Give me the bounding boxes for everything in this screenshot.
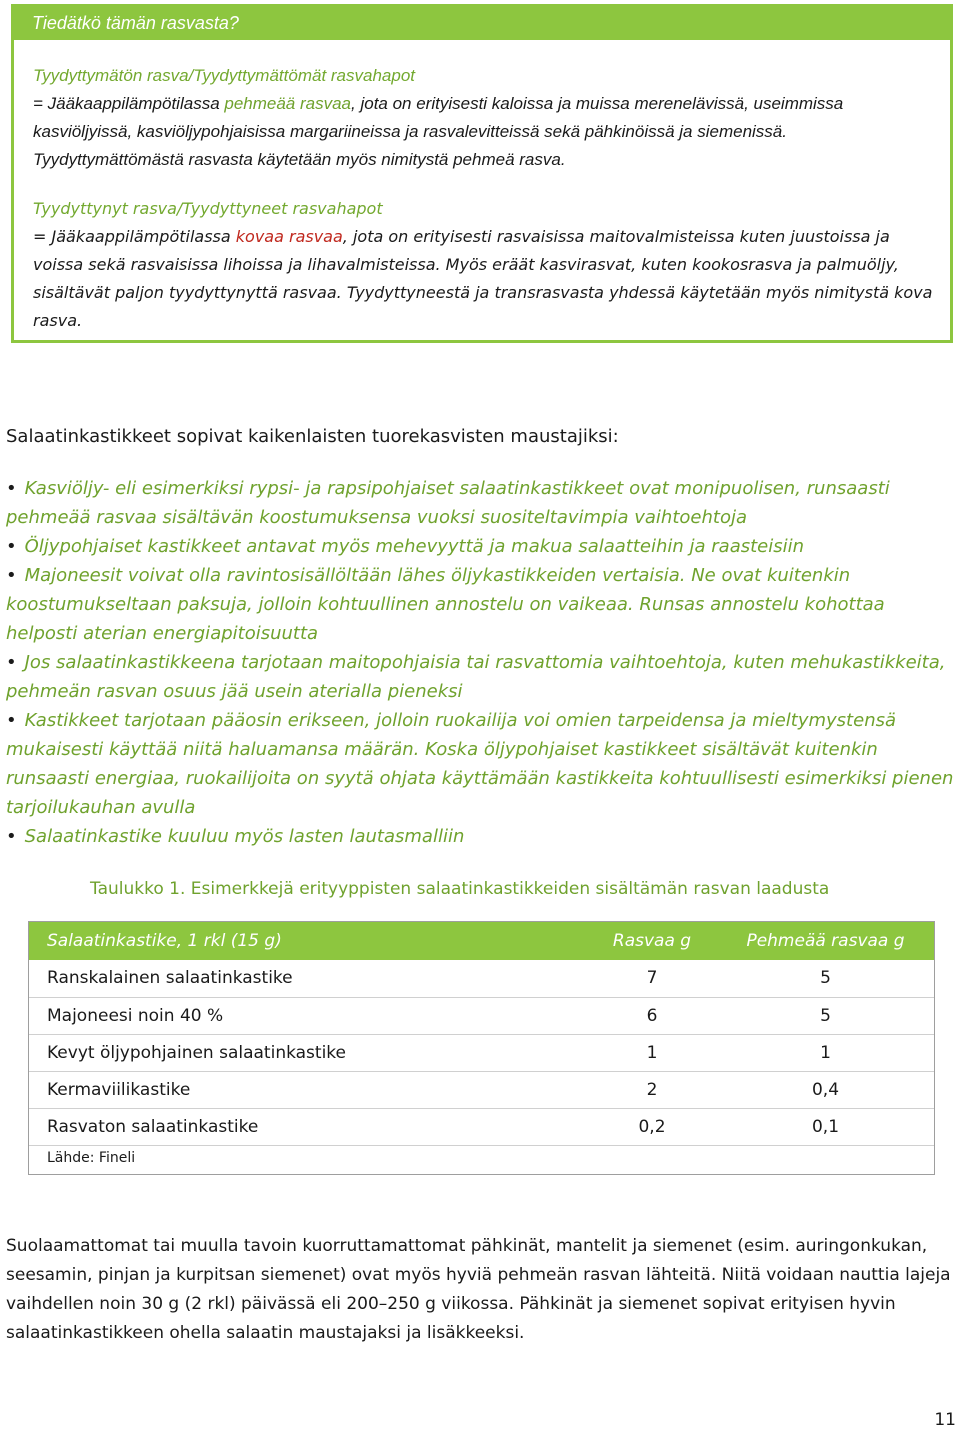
table-cell: 6 [646,1005,658,1026]
table-cell: 7 [646,968,658,989]
table [29,922,934,1146]
table-row [29,997,934,1034]
unsaturated-fat-keyword: pehmeää rasvaa [224,94,352,113]
table-cell: 0,2 [638,1116,666,1137]
unsaturated-fat-text-pre: = Jääkaappilämpötilassa [33,94,225,113]
table-cell: Kermaviilikastike [47,1079,191,1100]
fat-content-table [28,921,935,1175]
page-number: 11 [934,1410,956,1430]
table-row [29,1034,934,1071]
list-item: • Kasviöljy- eli esimerkiksi rypsi- ja rapsipohjaiset salaatinkastikkeet ovat monipuolisen, runsaasti pehmeää rasvaa sisältävän koostumuksensa vuoksi suositeltavimpia vaihtoehtoja [6,474,954,532]
saturated-fat-text-pre: = Jääkaappilämpötilassa [33,227,236,246]
section-heading: Salaatinkastikkeet sopivat kaikenlaisten tuorekasvisten maustajiksi: [6,426,619,447]
info-box [11,4,953,343]
dressing-tips-list [6,474,954,851]
table-row [29,1108,934,1145]
saturated-fat-title: Tyydyttynyt rasva/Tyydyttyneet rasvahapot [33,199,383,218]
table-cell: 0,4 [811,1079,840,1100]
table-cell: Kevyt öljypohjainen salaatinkastike [47,1042,347,1063]
table-row [29,960,934,997]
table-cell: Rasvaton salaatinkastike [47,1116,259,1137]
table-cell: 1 [820,1042,831,1063]
unsaturated-fat-title: Tyydyttymätön rasva/Tyydyttymättömät rasvahapot [33,66,416,85]
list-item: • Salaatinkastike kuuluu myös lasten lautasmalliin [6,822,954,851]
saturated-fat-text-post: , jota on erityisesti rasvaisissa maitovalmisteissa kuten juustoissa ja voissa sekä rasvaisissa lihoissa ja lihavalmisteissa. Myös eräät kasvirasvat, kuten kookosrasva ja palmuöljy, sisältävät paljon tyydyttynyttä rasvaa. Tyydyttyneestä ja transrasvasta yhdessä käytetään myös nimitystä kova rasva. [33,227,933,330]
table-cell: 2 [646,1079,658,1100]
list-item: • Kastikkeet tarjotaan pääosin erikseen, jolloin ruokailija voi omien tarpeidensa ja mieltymystensä mukaisesti käyttää niitä haluamansa määrän. Koska öljypohjaiset kastikkeet sisältävät kuitenkin runsaasti energiaa, ruokailijoita on syytä ohjata käyttämään kastikkeita kohtuullisesti esimerkiksi pienen tarjoilukauhan avulla [6,706,954,822]
column-header: Salaatinkastike, 1 rkl (15 g) [47,931,282,951]
table-source: Lähde: Fineli [47,1150,136,1166]
nuts-paragraph: Suolaamattomat tai muulla tavoin kuorruttamattomat pähkinät, mantelit ja siemenet (esim. auringonkukan, seesamin, pinjan ja kurpitsan siemenet) ovat myös hyviä pehmeän rasvan lähteitä. Niitä voidaan nauttia lajeja vaihdellen noin 30 g (2 rkl) päivässä eli 200–250 g viikossa. Pähkinät ja siemenet sopivat erityisen hyvin salaatinkastikkeen ohella salaatin maustajaksi ja lisäkkeeksi. [6,1236,951,1343]
table-header-row [29,922,934,960]
unsaturated-fat-paragraph [33,62,933,174]
unsaturated-fat-text-post: , jota on erityisesti kaloissa ja muissa merenelävissä, useimmissa kasviöljyissä, kasviöljypohjaisissa margariineissa ja rasvalevitteissä sekä pähkinöissä ja siemenissä. Tyydyttymättömästä rasvasta käytetään myös nimitystä pehmeä rasva. [33,94,844,169]
list-item: • Majoneesit voivat olla ravintosisällöltään lähes öljykastikkeiden vertaisia. Ne ovat kuitenkin koostumukseltaan paksuja, jolloin kohtuullinen annostelu on vaikeaa. Runsas annostelu kohottaa helposti aterian energiapitoisuutta [6,561,954,648]
table-cell: Majoneesi noin 40 % [47,1005,224,1026]
table-row [29,1071,934,1108]
table-cell: 1 [646,1042,658,1063]
table-cell: 0,1 [811,1116,840,1137]
info-box-header: Tiedätkö tämän rasvasta? [14,7,950,40]
saturated-fat-paragraph [33,195,933,335]
table-caption: Taulukko 1. Esimerkkejä erityyppisten salaatinkastikkeiden sisältämän rasvan laadusta [90,879,830,899]
list-item: • Jos salaatinkastikkeena tarjotaan maitopohjaisia tai rasvattomia vaihtoehtoja, kuten mehukastikkeita, pehmeän rasvan osuus jää usein aterialla pieneksi [6,648,954,706]
column-header: Pehmeää rasvaa g [746,931,905,951]
column-header: Rasvaa g [612,931,692,951]
saturated-fat-keyword: kovaa rasvaa [235,227,343,246]
table-cell: 5 [820,1005,831,1026]
list-item: • Öljypohjaiset kastikkeet antavat myös mehevyyttä ja makua salaatteihin ja raasteisiin [6,532,954,561]
table-cell: Ranskalainen salaatinkastike [47,968,293,989]
table-cell: 5 [820,968,831,989]
